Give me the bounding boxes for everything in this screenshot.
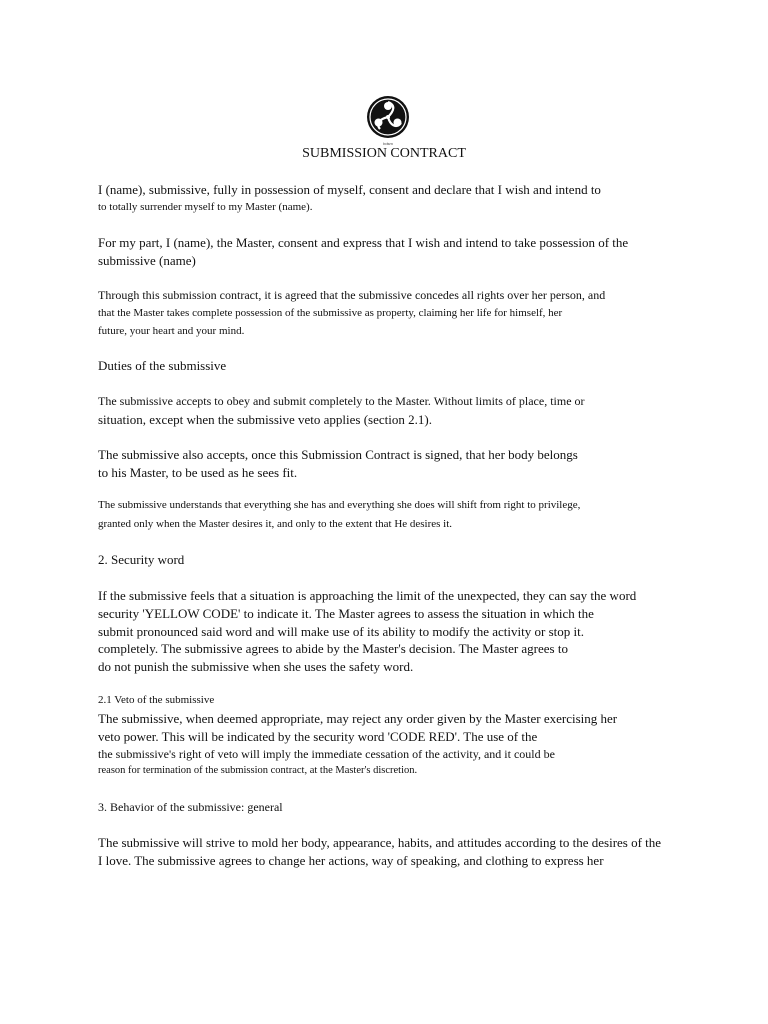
text-line: submit pronounced said word and will make use of its ability to modify the activity or stop it. bbox=[98, 624, 584, 639]
text-line: veto power. This will be indicated by the security word 'CODE RED'. The use of the bbox=[98, 729, 538, 744]
text-line: For my part, I (name), the Master, consent and express that I wish and intend to take possession of the bbox=[98, 235, 629, 250]
section-heading: 2. Security word bbox=[98, 552, 185, 567]
text-line: submissive (name) bbox=[98, 253, 196, 268]
text-line: The submissive understands that everything she has and everything she does will shift from right to privilege, bbox=[98, 499, 581, 511]
section-heading: 3. Behavior of the submissive: general bbox=[98, 800, 283, 814]
text-line: I love. The submissive agrees to change her actions, way of speaking, and clothing to express her bbox=[98, 853, 604, 868]
section-heading: Duties of the submissive bbox=[98, 358, 227, 373]
text-line: Through this submission contract, it is agreed that the submissive concedes all rights over her person, and bbox=[98, 288, 606, 302]
document-title: SUBMISSION CONTRACT bbox=[302, 146, 466, 161]
text-line: granted only when the Master desires it, and only to the extent that He desires it. bbox=[98, 518, 453, 530]
text-line: to his Master, to be used as he sees fit. bbox=[98, 465, 298, 480]
text-line: The submissive accepts to obey and submit completely to the Master. Without limits of place, time or bbox=[98, 394, 585, 408]
text-line: situation, except when the submissive veto applies (section 2.1). bbox=[98, 412, 432, 427]
text-line: that the Master takes complete possession of the submissive as property, claiming her life for himself, her bbox=[98, 307, 563, 319]
text-line: the submissive's right of veto will imply the immediate cessation of the activity, and it could be bbox=[98, 747, 555, 761]
text-line: The submissive, when deemed appropriate, may reject any order given by the Master exercising her bbox=[98, 711, 618, 726]
text-line: reason for termination of the submission contract, at the Master's discretion. bbox=[98, 765, 418, 776]
text-line: completely. The submissive agrees to abide by the Master's decision. The Master agrees to bbox=[98, 641, 568, 656]
text-line: security 'YELLOW CODE' to indicate it. The Master agrees to assess the situation in which the bbox=[98, 606, 594, 621]
text-line: I (name), submissive, fully in possession of myself, consent and declare that I wish and intend to bbox=[98, 182, 601, 197]
logo-caption: bdsm bbox=[383, 141, 393, 146]
section-heading: 2.1 Veto of the submissive bbox=[98, 694, 215, 706]
text-line: The submissive will strive to mold her body, appearance, habits, and attitudes according to the desires of the bbox=[98, 835, 662, 850]
text-line: to totally surrender myself to my Master (name). bbox=[98, 201, 313, 213]
text-line: do not punish the submissive when she uses the safety word. bbox=[98, 659, 414, 674]
text-line: The submissive also accepts, once this Submission Contract is signed, that her body belongs bbox=[98, 447, 578, 462]
triskelion-logo bbox=[366, 95, 410, 147]
text-line: future, your heart and your mind. bbox=[98, 325, 245, 337]
text-line: If the submissive feels that a situation is approaching the limit of the unexpected, they can say the word bbox=[98, 588, 637, 603]
